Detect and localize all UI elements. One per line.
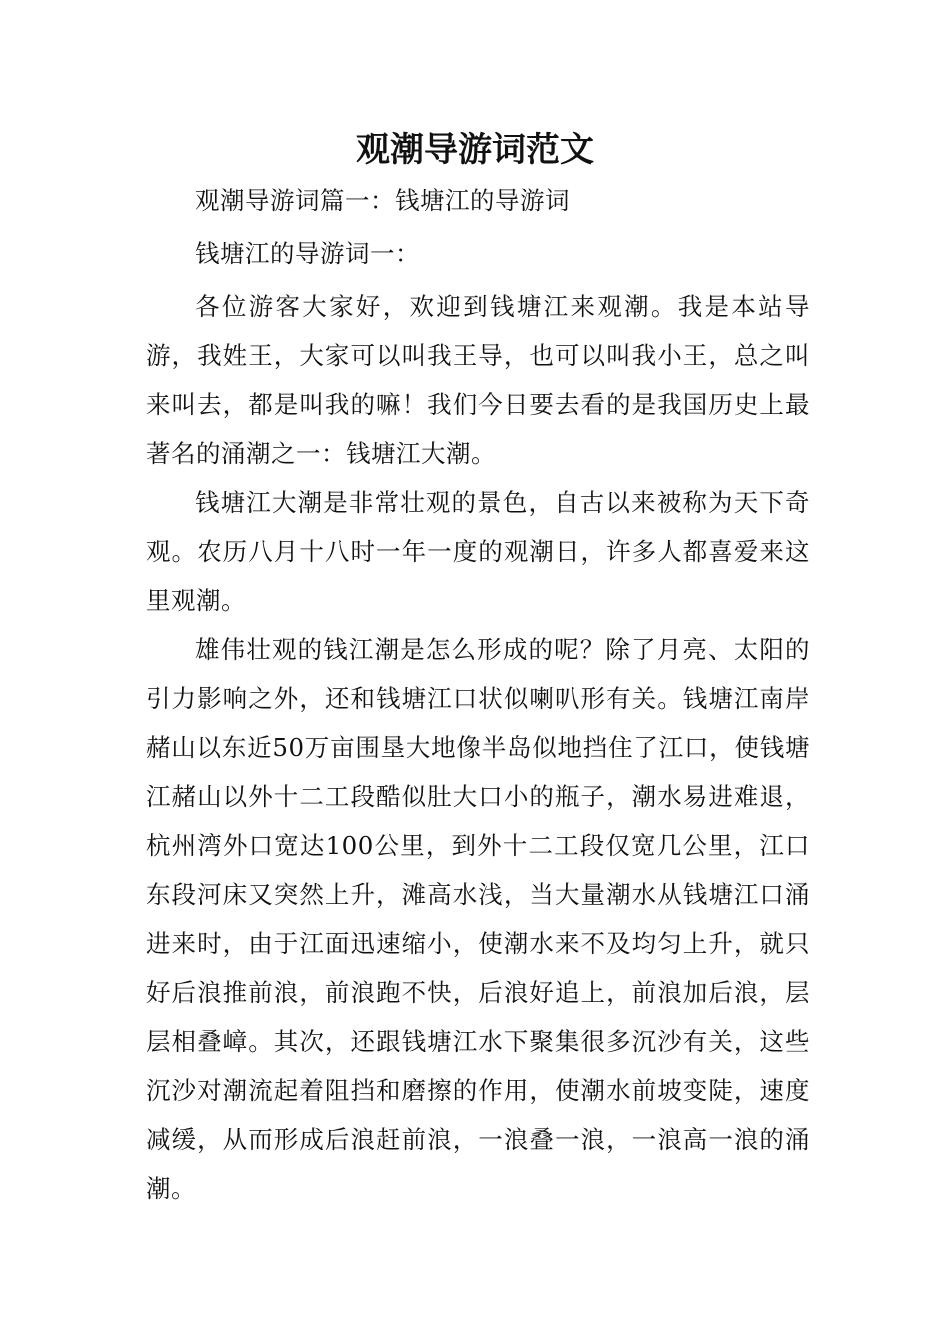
section-heading: 观潮导游词篇一：钱塘江的导游词 — [195, 186, 570, 215]
paragraph-formation: 雄伟壮观的钱江潮是怎么形成的呢？除了月亮、太阳的引力影响之外，还和钱塘江口状似喇叭形有关。钱塘江南岸赭山以东近50万亩围垦大地像半岛似地挡住了江口，使钱塘江赭山以外十二工段酷似肚大口小的瓶子，潮水易进难退，杭州湾外口宽达100公里，到外十二工段仅宽几公里，江口东段河床又突然上升，滩高水浅，当大量潮水从钱塘江口涌进来时，由于江面迅速缩小，使潮水来不及均匀上升，就只好后浪推前浪，前浪跑不快，后浪好追上，前浪加后浪，层层相叠嶂。其次，还跟钱塘江水下聚集很多沉沙有关，这些沉沙对潮流起着阻挡和磨擦的作用，使潮水前坡变陡，速度减缓，从而形成后浪赶前浪，一浪叠一浪，一浪高一浪的涌潮。 — [146, 635, 810, 1203]
document-body — [146, 176, 810, 1213]
subsection-heading: 钱塘江的导游词一： — [195, 239, 420, 268]
paragraph-welcome: 各位游客大家好，欢迎到钱塘江来观潮。我是本站导游，我姓王，大家可以叫我王导，也可以叫我小王，总之叫来叫去，都是叫我的嘛！我们今日要去看的是我国历史上最著名的涌潮之一：钱塘江大潮。 — [146, 292, 810, 468]
document-title: 观潮导游词范文 — [356, 130, 594, 170]
paragraph-spectacle: 钱塘江大潮是非常壮观的景色，自古以来被称为天下奇观。农历八月十八时一年一度的观潮日，许多人都喜爱来这里观潮。 — [146, 488, 810, 615]
